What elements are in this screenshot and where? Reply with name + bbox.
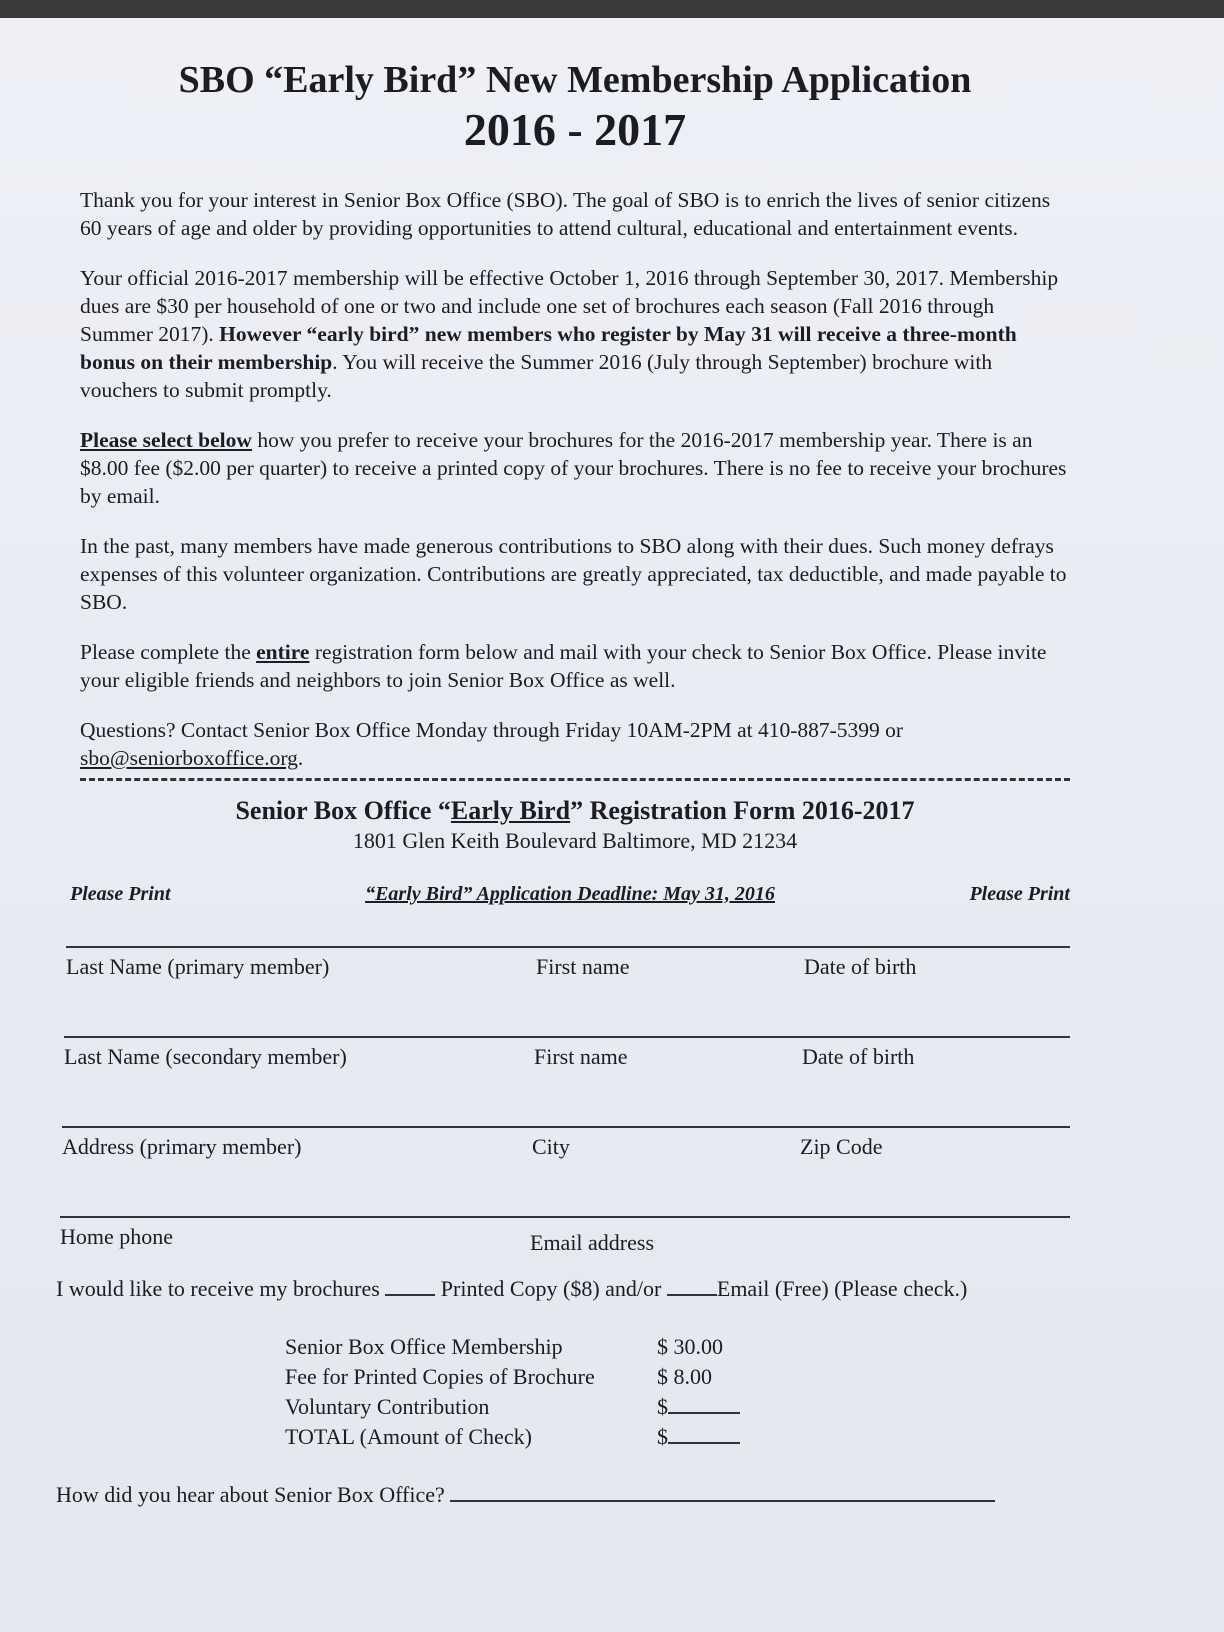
application-year: 2016 - 2017 [463,104,687,155]
form-title-start: Senior Box Office “ [235,796,451,825]
fee-amount: $ [657,1424,668,1449]
intro-paragraph: Thank you for your interest in Senior Box Office (SBO). The goal of SBO is to enrich the lives of senior citizens 60 years of age and older by providing opportunities to attend cultural, educational and entertainment events. [80,188,1051,240]
contribution-amount-blank[interactable] [668,1392,740,1414]
primary-member-row[interactable] [66,946,1070,1036]
application-page [56,58,1070,1508]
fee-label: Fee for Printed Copies of Brochure [285,1364,595,1389]
first-name-secondary-label: First name [534,1044,628,1069]
brochure-paragraph [80,426,1070,510]
city-label: City [532,1134,570,1159]
questions-text-end: . [297,746,304,770]
fee-amount: $ 30.00 [657,1334,723,1359]
fee-row [285,1332,740,1362]
fee-amount-cell [657,1422,740,1452]
please-print-right: Please Print [969,883,1070,905]
printed-copy-checkbox[interactable] [385,1274,435,1296]
zip-code-label: Zip Code [800,1134,883,1159]
early-bird-bonus-text: However “early bird” new members who register by May 31 will receive a three-month bonus on their membership [80,322,1017,374]
referral-question-label: How did you hear about Senior Box Office? [56,1482,445,1507]
fee-summary-table [285,1332,740,1452]
last-name-secondary-label: Last Name (secondary member) [64,1044,347,1069]
referral-answer-blank[interactable] [450,1480,995,1502]
complete-text: Please complete the [80,640,257,664]
email-address-label: Email address [530,1230,655,1255]
please-select-below: Please select below [80,428,252,452]
contact-row-empty [798,1224,1070,1268]
brochure-text: how you prefer to receive your brochures for the 2016-2017 membership year. There is an $8.00 fee ($2.00 per quarter) to receive a printed copy of your brochures. There is no fee to receive your brochures by email. [80,428,1067,508]
complete-form-paragraph [80,638,1070,694]
dob-primary-label: Date of birth [804,954,917,979]
fee-amount: $ [657,1394,668,1419]
paper-sheet [0,18,1224,1632]
form-title-early-bird: Early Bird [450,796,571,825]
office-address: 1801 Glen Keith Boulevard Baltimore, MD 21234 [352,828,798,853]
fee-label: Voluntary Contribution [285,1394,490,1419]
total-amount-blank[interactable] [668,1422,740,1444]
membership-text: Your official 2016-2017 membership will be effective October 1, 2016 through September 30, 2017. Membership dues are $30 per household of one or two and include one set of brochures each season (Fall 2016 through Summer 2017). [80,266,1059,346]
fee-amount: $ 8.00 [657,1364,712,1389]
questions-paragraph [80,716,1070,772]
printed-copy-option: Printed Copy ($8) and/or [440,1276,667,1301]
membership-paragraph [80,264,1070,404]
first-name-primary-label: First name [536,954,630,979]
membership-text-end: . You will receive the Summer 2016 (July through September) brochure with vouchers to submit promptly. [80,350,993,402]
application-deadline: “Early Bird” Application Deadline: May 31, 2016 [365,883,775,905]
fee-label: Senior Box Office Membership [285,1334,563,1359]
complete-text-end: registration form below and mail with your check to Senior Box Office. Please invite your eligible friends and neighbors to join Senior Box Office as well. [80,640,1047,692]
fee-row [285,1392,740,1422]
address-row[interactable] [62,1126,1070,1216]
contact-row[interactable] [60,1216,1070,1268]
address-label: Address (primary member) [62,1134,302,1159]
home-phone-label: Home phone [60,1224,174,1249]
form-title [80,795,1070,827]
brochure-preference-line [56,1274,1070,1304]
secondary-member-row[interactable] [64,1036,1070,1126]
questions-text: Questions? Contact Senior Box Office Monday through Friday 10AM-2PM at 410-887-5399 or [80,718,904,742]
contact-email-link[interactable]: sbo@seniorboxoffice.org [80,746,298,770]
email-option: Email (Free) (Please check.) [716,1276,968,1301]
application-title: SBO “Early Bird” New Membership Application [178,59,972,101]
fee-row [285,1362,740,1392]
referral-question-line [56,1480,1070,1508]
fee-label: TOTAL (Amount of Check) [285,1424,532,1449]
dob-secondary-label: Date of birth [802,1044,915,1069]
email-checkbox[interactable] [667,1274,717,1296]
last-name-primary-label: Last Name (primary member) [66,954,330,979]
cut-line-divider [80,778,1070,781]
brochure-preference-label: I would like to receive my brochures [56,1276,380,1301]
entire-emphasis: entire [256,640,310,664]
print-instructions-row [70,883,1070,906]
form-title-end: ” Registration Form 2016-2017 [570,796,915,825]
fee-row [285,1422,740,1452]
contributions-paragraph: In the past, many members have made generous contributions to SBO along with their dues. Such money defrays expenses of this volunteer organization. Contributions are greatly appreciated, tax deductible, and made payable to SBO. [80,534,1067,614]
fee-amount-cell [657,1392,740,1422]
please-print-left: Please Print [70,883,171,905]
